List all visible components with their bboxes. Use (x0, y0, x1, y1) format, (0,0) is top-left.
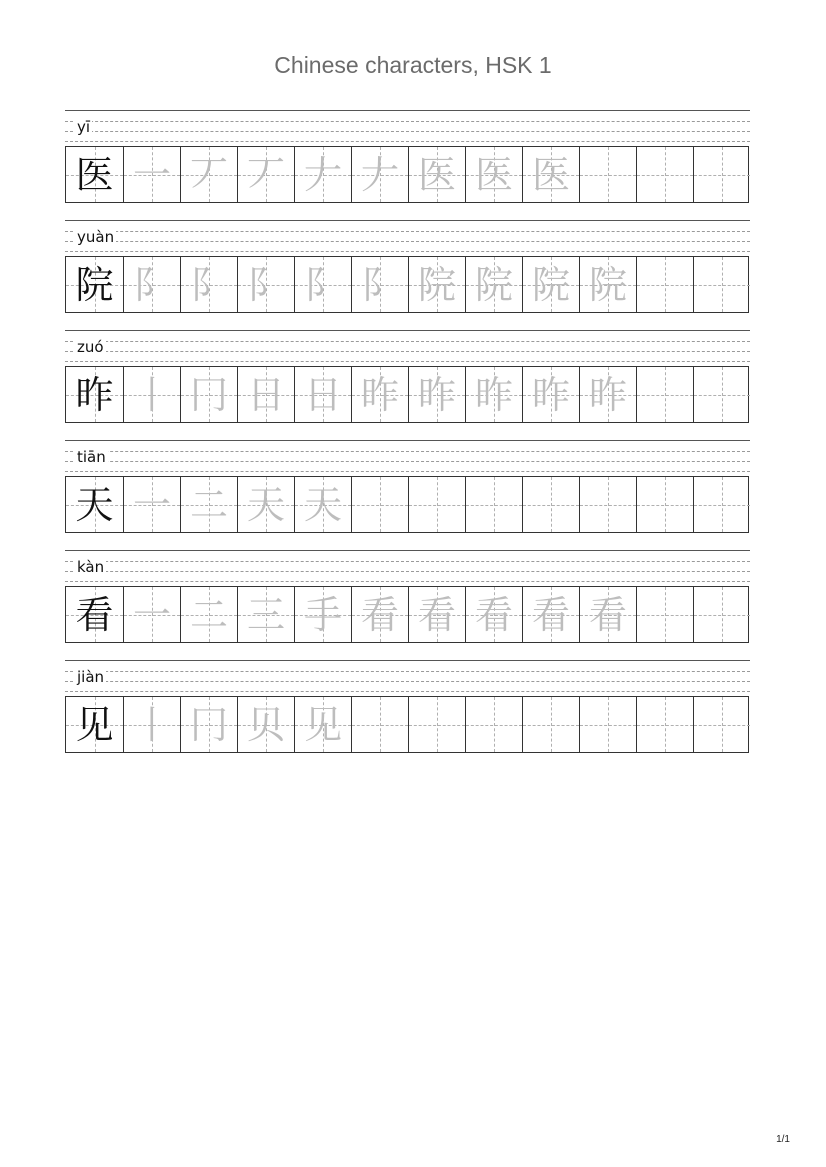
practice-cell (237, 257, 294, 312)
stroke-order-trace: 丨 (132, 702, 171, 747)
practice-cell (294, 147, 351, 202)
model-character-cell (66, 147, 123, 202)
practice-cell (351, 587, 408, 642)
stroke-order-trace: 冂 (189, 702, 228, 747)
writing-grid (65, 476, 749, 533)
model-character-cell (66, 257, 123, 312)
stroke-order-trace: 丨 (132, 372, 171, 417)
row-top-rule (65, 550, 750, 551)
practice-cell (465, 367, 522, 422)
page-number: 1/1 (776, 1134, 790, 1145)
practice-cell (123, 147, 180, 202)
stroke-order-trace: 医 (417, 152, 456, 197)
practice-cell (636, 147, 693, 202)
practice-cell (693, 367, 750, 422)
practice-cell (408, 147, 465, 202)
practice-cell (465, 477, 522, 532)
practice-cell (522, 257, 579, 312)
pinyin-guide-line (65, 451, 750, 452)
stroke-order-trace: 阝 (360, 262, 399, 307)
stroke-order-trace: 天 (246, 482, 285, 527)
stroke-order-trace: 看 (360, 592, 399, 637)
practice-cell (294, 367, 351, 422)
model-character-cell (66, 367, 123, 422)
pinyin-label: jiàn (77, 668, 105, 686)
row-top-rule (65, 330, 750, 331)
stroke-order-trace: 昨 (417, 372, 456, 417)
practice-cell (180, 477, 237, 532)
practice-cell (579, 147, 636, 202)
practice-cell (579, 477, 636, 532)
stroke-order-trace: 天 (303, 482, 342, 527)
practice-cell (294, 587, 351, 642)
practice-cell (351, 147, 408, 202)
practice-cell (693, 257, 750, 312)
writing-grid (65, 696, 749, 753)
practice-cell (351, 697, 408, 752)
character-row (65, 220, 750, 330)
stroke-order-trace: 丆 (246, 152, 285, 197)
pinyin-label: yī (77, 118, 91, 136)
stroke-order-trace: 昨 (360, 372, 399, 417)
practice-cell (579, 587, 636, 642)
row-top-rule (65, 110, 750, 111)
model-character: 院 (75, 262, 114, 307)
writing-grid (65, 586, 749, 643)
row-top-rule (65, 440, 750, 441)
practice-cell (693, 587, 750, 642)
pinyin-guide-line (65, 341, 750, 342)
stroke-order-trace: 𠂇 (303, 152, 342, 197)
practice-cell (636, 257, 693, 312)
practice-cell (408, 587, 465, 642)
practice-cell (180, 257, 237, 312)
stroke-order-trace: 见 (303, 702, 342, 747)
practice-cell (465, 147, 522, 202)
practice-cell (294, 477, 351, 532)
pinyin-label: tiān (77, 448, 106, 466)
model-character: 天 (75, 482, 114, 527)
pinyin-guide-line (65, 461, 750, 462)
stroke-order-trace: 三 (246, 592, 285, 637)
practice-cell (180, 367, 237, 422)
stroke-order-trace: 二 (189, 482, 228, 527)
pinyin-guide-line (65, 241, 750, 242)
practice-cell (294, 257, 351, 312)
stroke-order-trace: 手 (303, 592, 342, 637)
model-character-cell (66, 477, 123, 532)
stroke-order-trace: 看 (417, 592, 456, 637)
character-row (65, 440, 750, 550)
practice-cell (180, 587, 237, 642)
stroke-order-trace: 丆 (189, 152, 228, 197)
pinyin-guide-line (65, 571, 750, 572)
page-title: Chinese characters, HSK 1 (274, 52, 552, 78)
stroke-order-trace: 阝 (246, 262, 285, 307)
stroke-order-trace: 阝 (303, 262, 342, 307)
stroke-order-trace: 二 (189, 592, 228, 637)
model-character: 昨 (75, 372, 114, 417)
pinyin-label: zuó (77, 338, 104, 356)
practice-cell (522, 147, 579, 202)
practice-cell (579, 367, 636, 422)
practice-cell (465, 257, 522, 312)
practice-cell (408, 697, 465, 752)
row-top-rule (65, 220, 750, 221)
practice-cell (180, 147, 237, 202)
stroke-order-trace: 院 (474, 262, 513, 307)
row-top-rule (65, 660, 750, 661)
stroke-order-trace: 院 (417, 262, 456, 307)
stroke-order-trace: 昨 (531, 372, 570, 417)
character-row (65, 330, 750, 440)
practice-cell (237, 587, 294, 642)
pinyin-guide-line (65, 361, 750, 362)
stroke-order-trace: 医 (474, 152, 513, 197)
stroke-order-trace: 冂 (189, 372, 228, 417)
stroke-order-trace: 院 (531, 262, 570, 307)
pinyin-guide-line (65, 671, 750, 672)
practice-cell (123, 587, 180, 642)
model-character: 看 (75, 592, 114, 637)
pinyin-guide-line (65, 231, 750, 232)
practice-cell (408, 257, 465, 312)
stroke-order-trace: 阝 (189, 262, 228, 307)
stroke-order-trace: 一 (132, 152, 171, 197)
pinyin-guide-line (65, 681, 750, 682)
stroke-order-trace: 日 (246, 372, 285, 417)
practice-cell (237, 147, 294, 202)
practice-cell (522, 367, 579, 422)
practice-cell (636, 367, 693, 422)
writing-grid (65, 256, 749, 313)
practice-cell (294, 697, 351, 752)
practice-cell (636, 697, 693, 752)
practice-cell (693, 477, 750, 532)
stroke-order-trace: 看 (588, 592, 627, 637)
practice-cell (693, 697, 750, 752)
practice-cell (237, 477, 294, 532)
writing-grid (65, 366, 749, 423)
practice-cell (123, 477, 180, 532)
character-row (65, 550, 750, 660)
practice-cell (351, 257, 408, 312)
stroke-order-trace: 贝 (246, 702, 285, 747)
practice-cell (123, 367, 180, 422)
stroke-order-trace: 医 (531, 152, 570, 197)
character-row (65, 110, 750, 220)
stroke-order-trace: 一 (132, 482, 171, 527)
practice-cell (123, 697, 180, 752)
pinyin-guide-line (65, 581, 750, 582)
practice-cell (123, 257, 180, 312)
practice-cell (522, 697, 579, 752)
practice-cell (522, 587, 579, 642)
practice-worksheet (65, 110, 750, 770)
practice-cell (408, 367, 465, 422)
model-character: 见 (75, 702, 114, 747)
pinyin-guide-line (65, 471, 750, 472)
pinyin-guide-line (65, 141, 750, 142)
pinyin-guide-line (65, 121, 750, 122)
practice-cell (522, 477, 579, 532)
model-character-cell (66, 587, 123, 642)
practice-cell (237, 367, 294, 422)
practice-cell (408, 477, 465, 532)
practice-cell (180, 697, 237, 752)
practice-cell (465, 697, 522, 752)
model-character: 医 (75, 152, 114, 197)
stroke-order-trace: 昨 (588, 372, 627, 417)
pinyin-label: kàn (77, 558, 105, 576)
character-row (65, 660, 750, 770)
pinyin-guide-line (65, 251, 750, 252)
model-character-cell (66, 697, 123, 752)
practice-cell (693, 147, 750, 202)
practice-cell (579, 257, 636, 312)
practice-cell (237, 697, 294, 752)
pinyin-label: yuàn (77, 228, 115, 246)
stroke-order-trace: 看 (531, 592, 570, 637)
stroke-order-trace: 昨 (474, 372, 513, 417)
writing-grid (65, 146, 749, 203)
practice-cell (465, 587, 522, 642)
practice-cell (579, 697, 636, 752)
practice-cell (351, 477, 408, 532)
stroke-order-trace: 院 (588, 262, 627, 307)
stroke-order-trace: 看 (474, 592, 513, 637)
stroke-order-trace: 阝 (132, 262, 171, 307)
pinyin-guide-line (65, 691, 750, 692)
stroke-order-trace: 𠂇 (360, 152, 399, 197)
pinyin-guide-line (65, 561, 750, 562)
practice-cell (636, 587, 693, 642)
pinyin-guide-line (65, 131, 750, 132)
stroke-order-trace: 一 (132, 592, 171, 637)
pinyin-guide-line (65, 351, 750, 352)
stroke-order-trace: 日 (303, 372, 342, 417)
practice-cell (351, 367, 408, 422)
practice-cell (636, 477, 693, 532)
